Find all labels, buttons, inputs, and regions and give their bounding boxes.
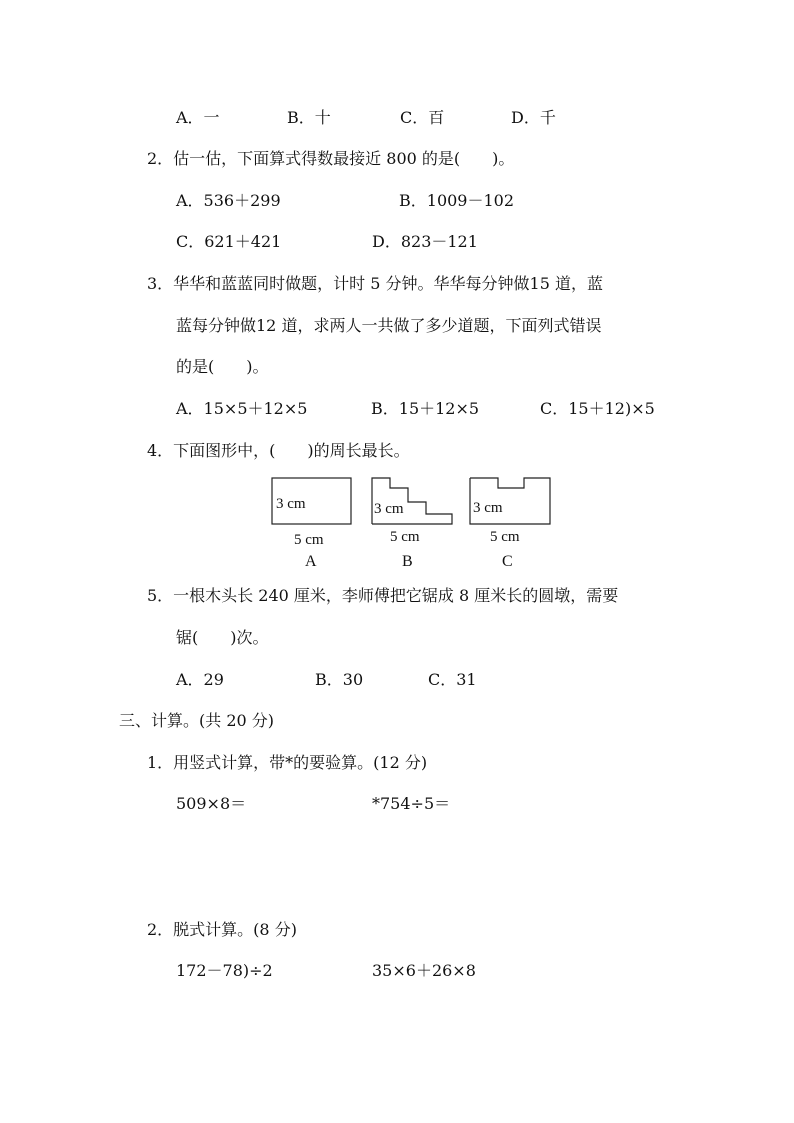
figure-c-side-label: 3 cm <box>473 500 503 516</box>
figure-a-letter: A <box>305 553 317 570</box>
q3-line-2: 蓝每分钟做12 道，求两人一共做了多少道题，下面列式错误 <box>176 316 602 335</box>
q2-option-b: B．1009－102 <box>399 191 515 210</box>
calc-item-4: 35×6＋26×8 <box>372 961 476 980</box>
figure-c-notched-rectangle <box>470 478 550 570</box>
q1-option-b: B．十 <box>287 108 331 127</box>
q2-option-a: A．536＋299 <box>176 191 281 210</box>
calc-item-3: 172－78)÷2 <box>176 961 273 980</box>
calc-item-1: 509×8＝ <box>176 794 247 813</box>
q3-line-3: 的是( )。 <box>176 357 269 376</box>
section-3-title: 三、计算。(共 20 分) <box>119 711 275 730</box>
q1-option-c: C．百 <box>400 108 445 127</box>
figure-b-bottom-label: 5 cm <box>390 529 420 545</box>
q4-figures <box>258 474 568 574</box>
calc-item-2: *754÷5＝ <box>372 794 451 813</box>
figure-a-side-label: 3 cm <box>276 496 306 512</box>
q5-option-a: A．29 <box>176 670 224 689</box>
q1-option-d: D．千 <box>511 108 556 127</box>
q2-option-c: C．621＋421 <box>176 232 282 251</box>
q2-stem: 2．估一估，下面算式得数最接近 800 的是( )。 <box>147 149 515 168</box>
section-3-part-1-stem: 1．用竖式计算，带*的要验算。(12 分) <box>147 753 428 772</box>
section-3-part-2-stem: 2．脱式计算。(8 分) <box>147 920 297 939</box>
figure-b-side-label: 3 cm <box>374 501 404 517</box>
figure-b-staircase <box>372 478 452 570</box>
q3-option-b: B．15＋12×5 <box>371 399 480 418</box>
figure-c-letter: C <box>502 553 513 570</box>
figure-a-bottom-label: 5 cm <box>294 532 324 548</box>
figure-c-bottom-label: 5 cm <box>490 529 520 545</box>
figure-b-letter: B <box>402 553 413 570</box>
q3-line-1: 3．华华和蓝蓝同时做题，计时 5 分钟。华华每分钟做15 道，蓝 <box>147 274 603 293</box>
q5-line-2: 锯( )次。 <box>176 628 269 647</box>
q4-stem: 4．下面图形中，( )的周长最长。 <box>147 441 410 460</box>
q2-option-d: D．823－121 <box>372 232 478 251</box>
q5-option-b: B．30 <box>315 670 364 689</box>
figure-a-rectangle <box>272 478 351 570</box>
q1-option-a: A．一 <box>176 108 220 127</box>
q5-option-c: C．31 <box>428 670 477 689</box>
q3-option-a: A．15×5＋12×5 <box>176 399 308 418</box>
q3-option-c: C．15＋12)×5 <box>540 399 655 418</box>
q5-line-1: 5．一根木头长 240 厘米，李师傅把它锯成 8 厘米长的圆墩，需要 <box>147 586 619 605</box>
